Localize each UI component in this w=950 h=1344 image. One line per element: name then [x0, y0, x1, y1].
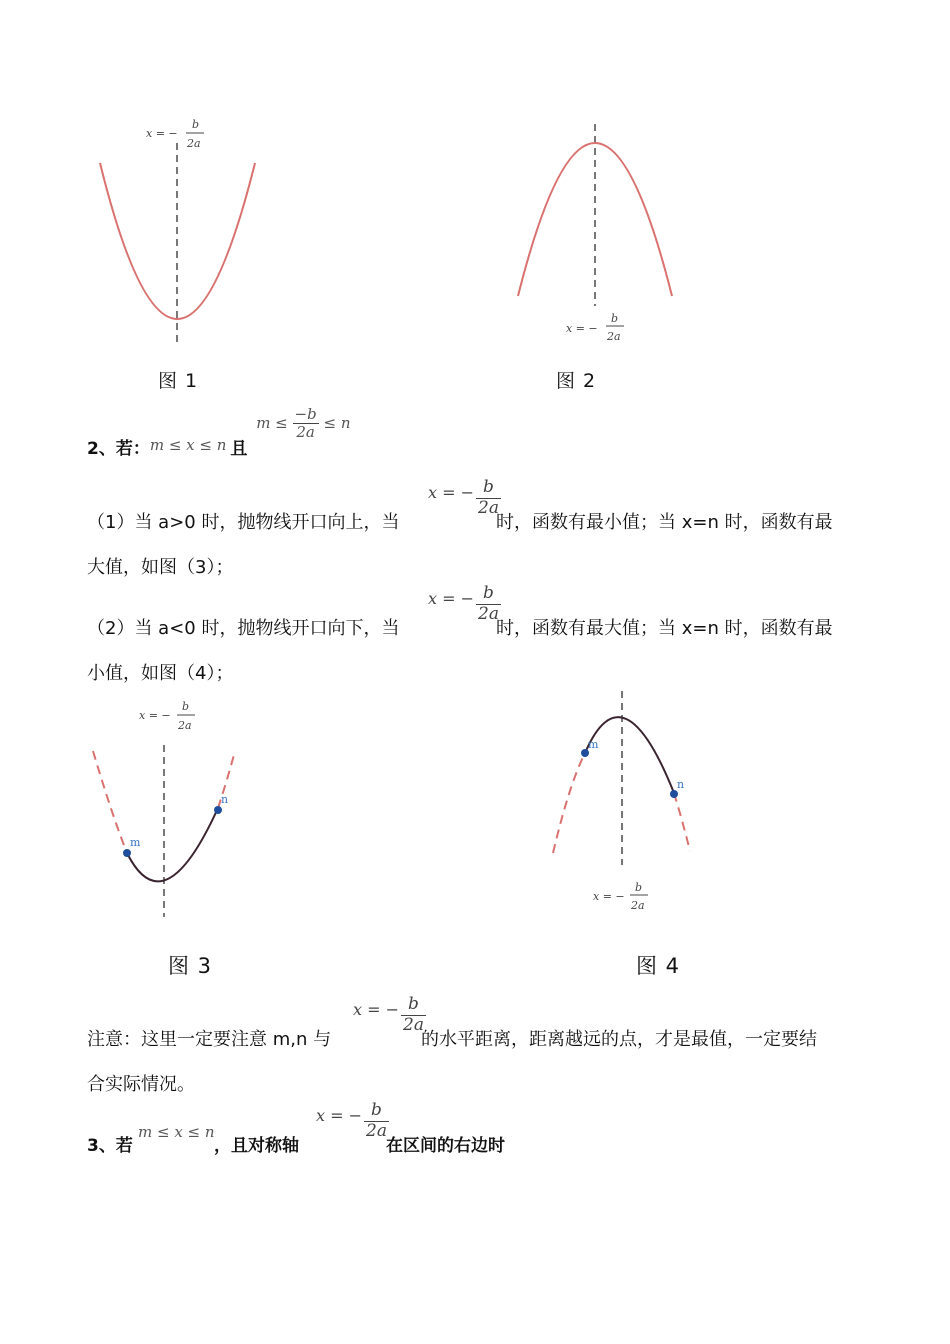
section-2-cond2-den: 2a [296, 423, 315, 442]
item-1-formula-lhs: x = − [428, 482, 475, 502]
point-m [123, 849, 131, 857]
parabola-outside-left [93, 751, 127, 853]
item-1-line-1 [87, 508, 399, 534]
item-2-line-1-after [496, 614, 833, 640]
figure-4-downward-parabola-interval [545, 685, 705, 915]
note-line-2: 合实际情况。 [87, 1074, 195, 1095]
item-2-formula-den: 2a [478, 603, 499, 624]
note-text-after: 的水平距离，距离越远的点，才是最值，一定要结 [421, 1029, 817, 1050]
section-2-cond2-num: −b [294, 405, 317, 423]
item-2-text-after: 时，函数有最大值；当 x=n 时，函数有最 [496, 618, 833, 639]
item-2-formula [428, 584, 501, 624]
section-3-suffix: 在区间的右边时 [386, 1136, 505, 1156]
axis-label-lhs: x = − [139, 709, 171, 722]
item-1-formula-num: b [476, 478, 501, 499]
figure-3-caption: 图 3 [168, 954, 213, 978]
item-1-line-1-after [496, 508, 833, 534]
parabola-outside-right [674, 793, 690, 851]
section-2-cond1: m ≤ x ≤ n [149, 435, 227, 454]
item-2-formula-lhs: x = − [428, 588, 475, 608]
point-n-label: n [221, 793, 229, 806]
axis-label-lhs: x = − [146, 127, 178, 140]
figure-1-caption: 图 1 [158, 370, 199, 392]
point-n [670, 790, 678, 798]
section-3-cond: m ≤ x ≤ n [138, 1123, 215, 1141]
figure-3-upward-parabola-interval [85, 695, 255, 925]
section-2-and: 且 [230, 438, 248, 459]
parabola-interval-segment [585, 717, 674, 793]
section-3-formula-num: b [364, 1101, 389, 1122]
axis-label-num: b [611, 312, 619, 325]
axis-label-den: 2a [178, 719, 192, 732]
section-2-condition [87, 398, 351, 459]
point-m-label: m [588, 738, 599, 751]
section-3-line [87, 1131, 133, 1156]
item-2-text-before: （2）当 a<0 时，抛物线开口向下，当 [87, 618, 400, 639]
point-n [214, 806, 222, 814]
item-1-formula-den: 2a [478, 497, 499, 518]
note-line-1-after [421, 1025, 817, 1051]
point-m-label: m [130, 836, 141, 849]
note-text-before: 注意：这里一定要注意 m,n 与 [87, 1029, 332, 1050]
item-1-text-after: 时，函数有最小值；当 x=n 时，函数有最 [496, 512, 833, 533]
note-formula-den: 2a [403, 1014, 424, 1035]
item-2-line-1 [87, 614, 399, 640]
axis-label-num: b [192, 118, 200, 131]
item-1-formula [428, 478, 501, 518]
section-3-mid: ，且对称轴 [214, 1136, 299, 1156]
section-3-formula [316, 1101, 389, 1141]
axis-label-num: b [182, 700, 190, 713]
section-2-cond2-right: ≤ n [323, 413, 351, 432]
note-formula-lhs: x = − [353, 999, 400, 1019]
item-1-text-before: （1）当 a>0 时，抛物线开口向上，当 [87, 512, 400, 533]
section-3-formula-lhs: x = − [316, 1105, 363, 1125]
point-n-label: n [677, 778, 685, 791]
axis-label-den: 2a [187, 137, 201, 150]
parabola-outside-left [553, 753, 585, 853]
item-2-formula-num: b [476, 584, 501, 605]
section-2-prefix: 2、若： [87, 438, 150, 459]
axis-label-lhs: x = − [566, 322, 598, 335]
figure-2-caption: 图 2 [556, 370, 597, 392]
axis-label-lhs: x = − [593, 890, 625, 903]
parabola-interval-segment [127, 808, 218, 881]
section-3-formula-den: 2a [366, 1120, 387, 1141]
figure-4-caption: 图 4 [636, 954, 681, 978]
section-2-cond2-left: m ≤ [256, 413, 288, 432]
axis-label-den: 2a [631, 899, 645, 912]
section-3-prefix: 3、若 [87, 1136, 133, 1156]
item-2-line-2: 小值，如图（4）； [87, 663, 234, 684]
note-formula-num: b [401, 995, 426, 1016]
item-1-line-2: 大值，如图（3）； [87, 557, 234, 578]
axis-label-num: b [635, 881, 643, 894]
figure-1-upward-parabola [90, 115, 270, 350]
figure-2-downward-parabola [510, 120, 690, 350]
note-formula [353, 995, 426, 1035]
axis-label-den: 2a [607, 330, 621, 343]
note-line-1 [87, 1025, 331, 1051]
